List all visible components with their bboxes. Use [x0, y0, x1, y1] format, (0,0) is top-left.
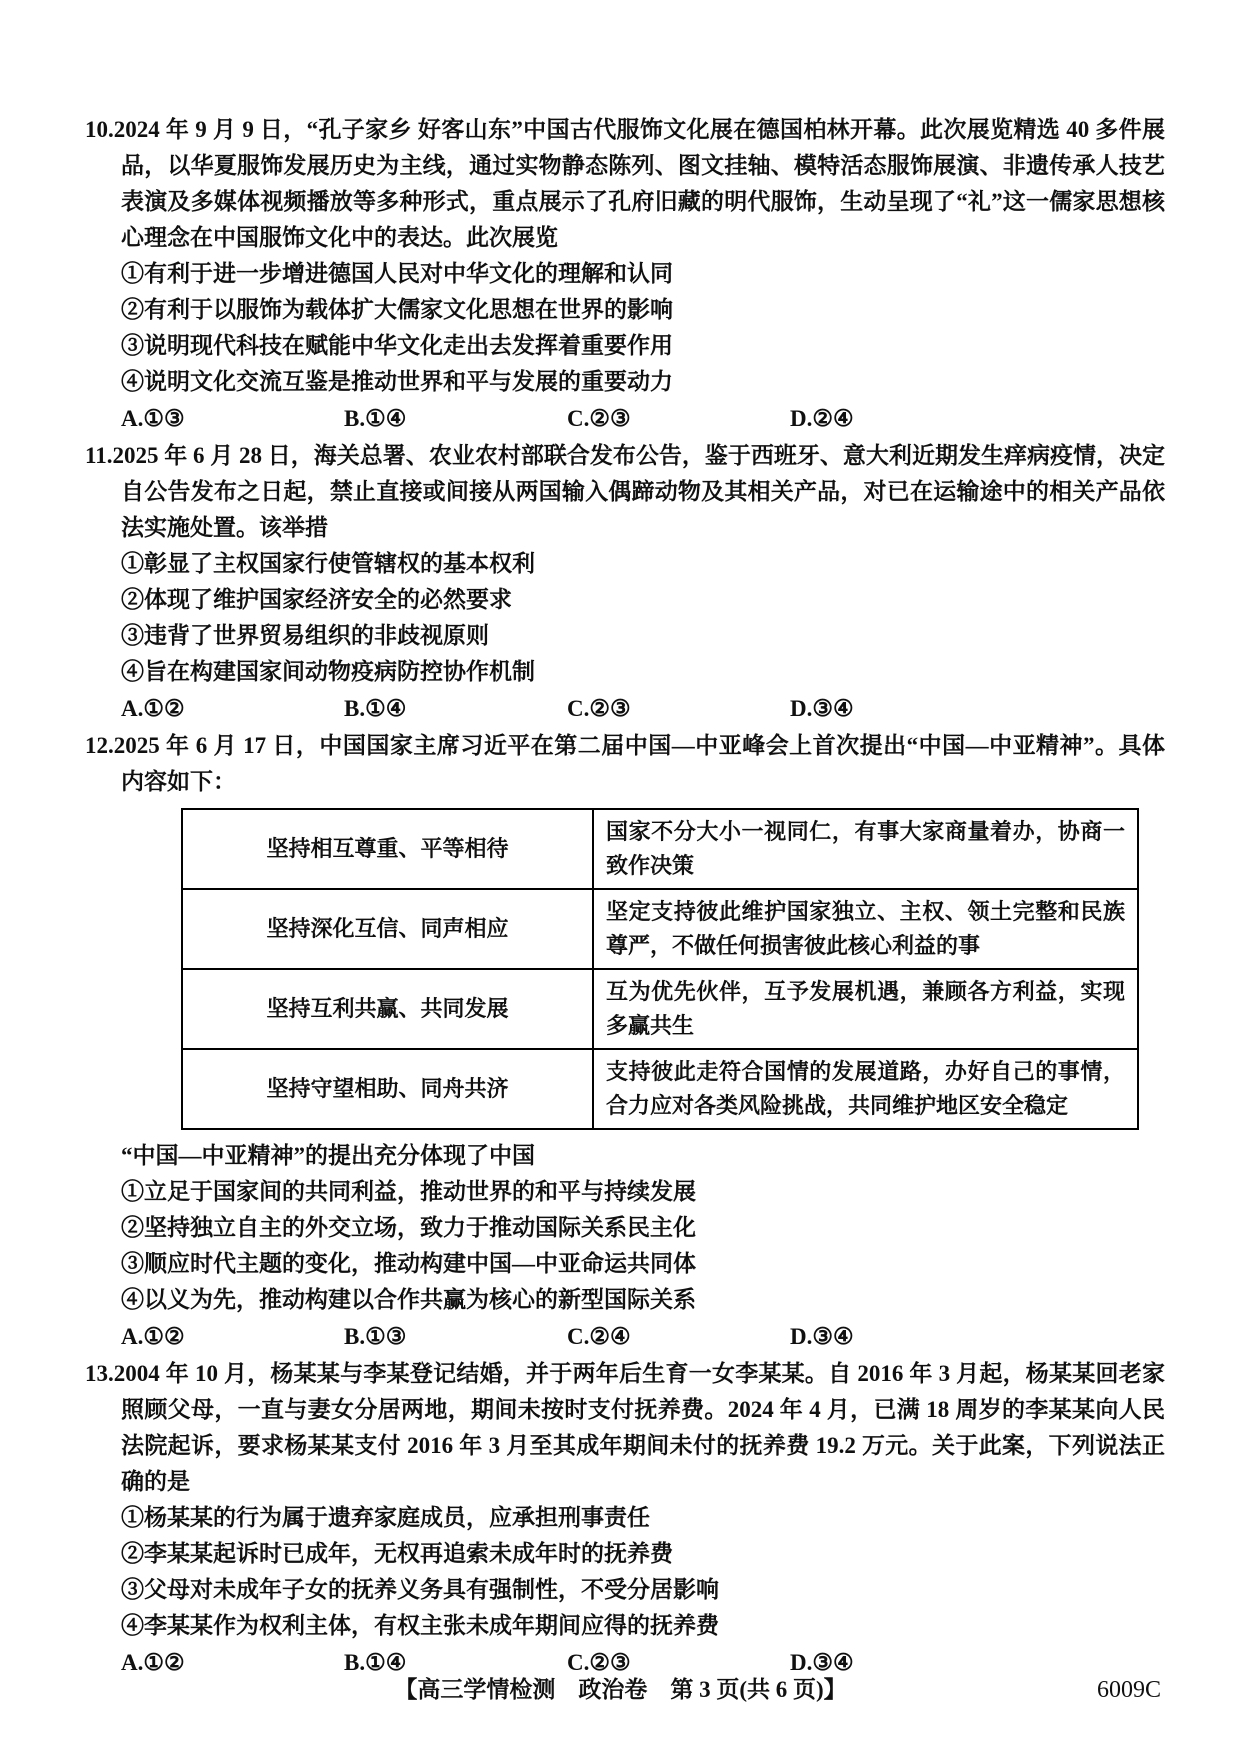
question-13-number: 13. — [85, 1361, 114, 1386]
question-12-item-1: ①立足于国家间的共同利益，推动世界的和平与持续发展 — [121, 1179, 696, 1204]
question-11-options — [85, 690, 1165, 727]
page-footer — [0, 1672, 1241, 1712]
question-10-option-b: B.①④ — [344, 406, 407, 431]
table-cell-detail-4: 支持彼此走符合国情的发展道路，办好自己的事情，合力应对各类风险挑战，共同维护地区安全稳定 — [593, 1049, 1138, 1129]
question-11-stem — [85, 438, 1165, 546]
question-13-item-3: ③父母对未成年子女的抚养义务具有强制性，不受分居影响 — [121, 1577, 719, 1602]
table-row — [182, 889, 1138, 969]
question-12-option-a: A.①② — [121, 1324, 185, 1349]
question-11-option-a: A.①② — [121, 696, 185, 721]
question-12-item-3: ③顺应时代主题的变化，推动构建中国—中亚命运共同体 — [121, 1251, 696, 1276]
question-13-stem-text: 2004 年 10 月，杨某某与李某登记结婚，并于两年后生育一女李某某。自 2016 年 3 月起，杨某某回老家照顾父母，一直与妻女分居两地，期间未按时支付抚养费。2024 年 4 月，已满 18 周岁的李某某向人民法院起诉，要求杨某某支付 2016 年 3 月至其成年期间未付的抚养费 19.2 万元。关于此案，下列说法正确的是 — [113, 1361, 1165, 1494]
question-12-stem — [85, 728, 1165, 800]
question-12 — [85, 728, 1165, 1355]
question-10 — [85, 112, 1165, 437]
table-cell-principle-2: 坚持深化互信、同声相应 — [182, 889, 593, 969]
question-11-stem-text: 2025 年 6 月 28 日，海关总署、农业农村部联合发布公告，鉴于西班牙、意大利近期发生痒病疫情，决定自公告发布之日起，禁止直接或间接从两国输入偶蹄动物及其相关产品，对已在运输途中的相关产品依法实施处置。该举措 — [112, 443, 1165, 540]
question-12-option-d: D.③④ — [790, 1324, 854, 1349]
footer-exam-title-page-number: 【高三学情检测 政治卷 第 3 页(共 6 页)】 — [394, 1677, 847, 1702]
question-10-option-c: C.②③ — [567, 406, 631, 431]
question-13-item-4: ④李某某作为权利主体，有权主张未成年期间应得的抚养费 — [121, 1613, 719, 1638]
question-12-item-2: ②坚持独立自主的外交立场，致力于推动国际关系民主化 — [121, 1215, 696, 1240]
question-12-options — [85, 1318, 1165, 1355]
question-11 — [85, 438, 1165, 727]
question-10-item-3: ③说明现代科技在赋能中华文化走出去发挥着重要作用 — [121, 333, 673, 358]
question-11-option-b: B.①④ — [344, 696, 407, 721]
question-12-post-table-line: “中国—中亚精神”的提出充分体现了中国 — [121, 1143, 535, 1168]
question-12-option-c: C.②④ — [567, 1324, 631, 1349]
question-13-option-c: C.②③ — [567, 1650, 631, 1675]
question-12-table — [181, 808, 1139, 1130]
question-11-option-d: D.③④ — [790, 696, 854, 721]
table-row — [182, 809, 1138, 889]
table-cell-detail-3: 互为优先伙伴，互予发展机遇，兼顾各方利益，实现多赢共生 — [593, 969, 1138, 1049]
question-11-item-1: ①彰显了主权国家行使管辖权的基本权利 — [121, 551, 535, 576]
question-12-stem-text: 2025 年 6 月 17 日，中国国家主席习近平在第二届中国—中亚峰会上首次提出“中国—中亚精神”。具体内容如下： — [113, 733, 1165, 794]
table-cell-principle-4: 坚持守望相助、同舟共济 — [182, 1049, 593, 1129]
table-row — [182, 969, 1138, 1049]
question-12-number: 12. — [85, 733, 114, 758]
question-10-item-1: ①有利于进一步增进德国人民对中华文化的理解和认同 — [121, 261, 673, 286]
question-11-option-c: C.②③ — [567, 696, 631, 721]
question-13 — [85, 1356, 1165, 1681]
question-12-item-4: ④以义为先，推动构建以合作共赢为核心的新型国际关系 — [121, 1287, 696, 1312]
table-row — [182, 1049, 1138, 1129]
question-13-option-b: B.①④ — [344, 1650, 407, 1675]
footer-paper-code: 6009C — [1096, 1677, 1161, 1703]
question-12-option-b: B.①③ — [344, 1324, 407, 1349]
question-10-stem-text: 2024 年 9 月 9 日，“孔子家乡 好客山东”中国古代服饰文化展在德国柏林开幕。此次展览精选 40 多件展品，以华夏服饰发展历史为主线，通过实物静态陈列、图文挂轴、模特活态服饰展演、非遗传承人技艺表演及多媒体视频播放等多种形式，重点展示了孔府旧藏的明代服饰，生动呈现了“礼”这一儒家思想核心理念在中国服饰文化中的表达。此次展览 — [113, 117, 1165, 250]
question-13-stem — [85, 1356, 1165, 1500]
question-10-stem — [85, 112, 1165, 256]
question-13-option-d: D.③④ — [790, 1650, 854, 1675]
table-cell-principle-3: 坚持互利共赢、共同发展 — [182, 969, 593, 1049]
question-10-option-d: D.②④ — [790, 406, 854, 431]
table-cell-detail-2: 坚定支持彼此维护国家独立、主权、领土完整和民族尊严，不做任何损害彼此核心利益的事 — [593, 889, 1138, 969]
question-13-option-a: A.①② — [121, 1650, 185, 1675]
question-10-options — [85, 400, 1165, 437]
table-cell-detail-1: 国家不分大小一视同仁，有事大家商量着办，协商一致作决策 — [593, 809, 1138, 889]
question-13-item-1: ①杨某某的行为属于遗弃家庭成员，应承担刑事责任 — [121, 1505, 650, 1530]
question-11-item-2: ②体现了维护国家经济安全的必然要求 — [121, 587, 512, 612]
question-13-item-2: ②李某某起诉时已成年，无权再追索未成年时的抚养费 — [121, 1541, 673, 1566]
question-10-item-4: ④说明文化交流互鉴是推动世界和平与发展的重要动力 — [121, 369, 673, 394]
question-11-item-3: ③违背了世界贸易组织的非歧视原则 — [121, 623, 489, 648]
question-10-option-a: A.①③ — [121, 406, 185, 431]
question-10-item-2: ②有利于以服饰为载体扩大儒家文化思想在世界的影响 — [121, 297, 673, 322]
table-cell-principle-1: 坚持相互尊重、平等相待 — [182, 809, 593, 889]
question-11-number: 11. — [85, 443, 113, 468]
question-11-item-4: ④旨在构建国家间动物疫病防控协作机制 — [121, 659, 535, 684]
exam-content — [85, 112, 1165, 1682]
question-10-number: 10. — [85, 117, 114, 142]
